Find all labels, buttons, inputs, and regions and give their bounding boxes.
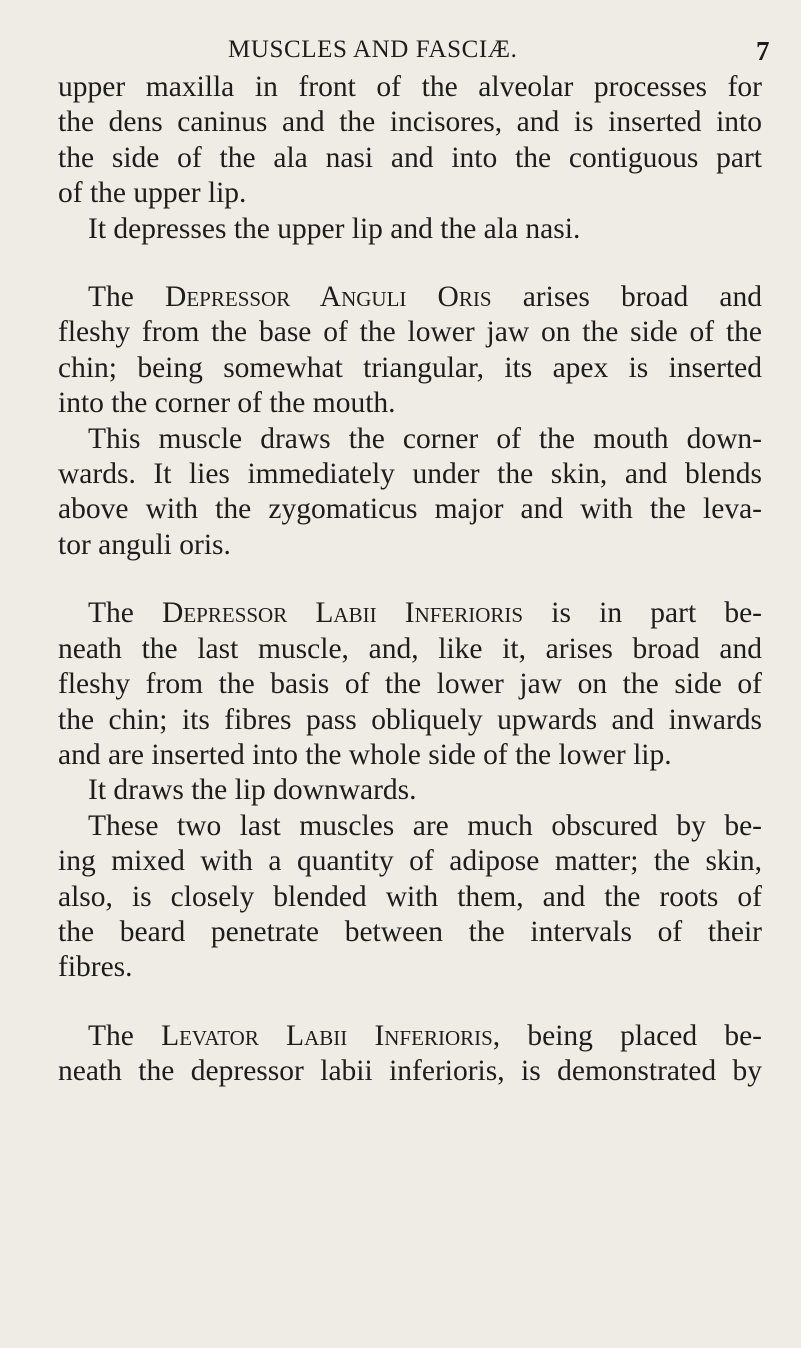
- body-line: fleshy from the base of the lower jaw on the side of the: [58, 316, 762, 349]
- paragraph-gap: [58, 986, 762, 1019]
- body-line: also, is closely blended with them, and the roots of: [58, 880, 762, 913]
- body-line: It draws the lip downwards.: [88, 774, 417, 807]
- muscle-name: Depressor Anguli Oris: [165, 281, 492, 314]
- body-line: fleshy from the basis of the lower jaw on the side of: [58, 668, 762, 701]
- body-line: neath the last muscle, and, like it, arises broad and: [58, 632, 762, 665]
- body-line: the chin; its fibres pass obliquely upwards and inwards: [58, 703, 762, 736]
- body-line: upper maxilla in front of the alveolar processes for: [58, 71, 762, 103]
- body-line: chin; being somewhat triangular, its apex is inserted: [58, 351, 762, 384]
- body-line: ing mixed with a quantity of adipose matter; the skin,: [58, 845, 762, 878]
- muscle-heading-line: [58, 596, 762, 631]
- body-line: fibres.: [58, 951, 133, 984]
- body-line: above with the zygomaticus major and with the leva-: [58, 493, 762, 526]
- page-body: [58, 70, 762, 1090]
- paragraph-gap: [58, 247, 762, 280]
- body-line: This muscle draws the corner of the mouth down-: [88, 422, 762, 455]
- page-number: 7: [756, 36, 770, 66]
- body-line: These two last muscles are much obscured by be-: [88, 809, 762, 842]
- body-line: the side of the ala nasi and into the contiguous part: [58, 141, 762, 174]
- lead-rest: , being placed be-: [492, 1019, 762, 1052]
- lead-text: The: [88, 281, 166, 314]
- body-line: of the upper lip.: [58, 177, 247, 210]
- body-line: It depresses the upper lip and the ala nasi.: [88, 212, 581, 245]
- muscle-heading-line: [58, 1019, 762, 1054]
- muscle-name: Levator Labii Inferioris: [161, 1019, 493, 1052]
- running-head: MUSCLES AND FASCIÆ.: [228, 36, 518, 63]
- body-line: neath the depressor labii inferioris, is demonstrated by: [58, 1055, 762, 1088]
- lead-rest: arises broad and: [491, 281, 762, 314]
- body-line: the dens caninus and the incisores, and is inserted into: [58, 106, 762, 139]
- lead-text: The: [88, 597, 163, 630]
- body-line: into the corner of the mouth.: [58, 387, 396, 420]
- page-header: [0, 36, 801, 70]
- lead-text: The: [88, 1019, 162, 1052]
- muscle-heading-line: [58, 280, 762, 315]
- lead-rest: is in part be-: [523, 597, 762, 630]
- body-line: tor anguli oris.: [58, 528, 231, 561]
- body-line: the beard penetrate between the intervals of their: [58, 915, 762, 948]
- paragraph-gap: [58, 563, 762, 596]
- muscle-name: Depressor Labii Inferioris: [162, 597, 524, 630]
- body-line: wards. It lies immediately under the skin, and blends: [58, 458, 762, 491]
- body-line: and are inserted into the whole side of the lower lip.: [58, 738, 672, 771]
